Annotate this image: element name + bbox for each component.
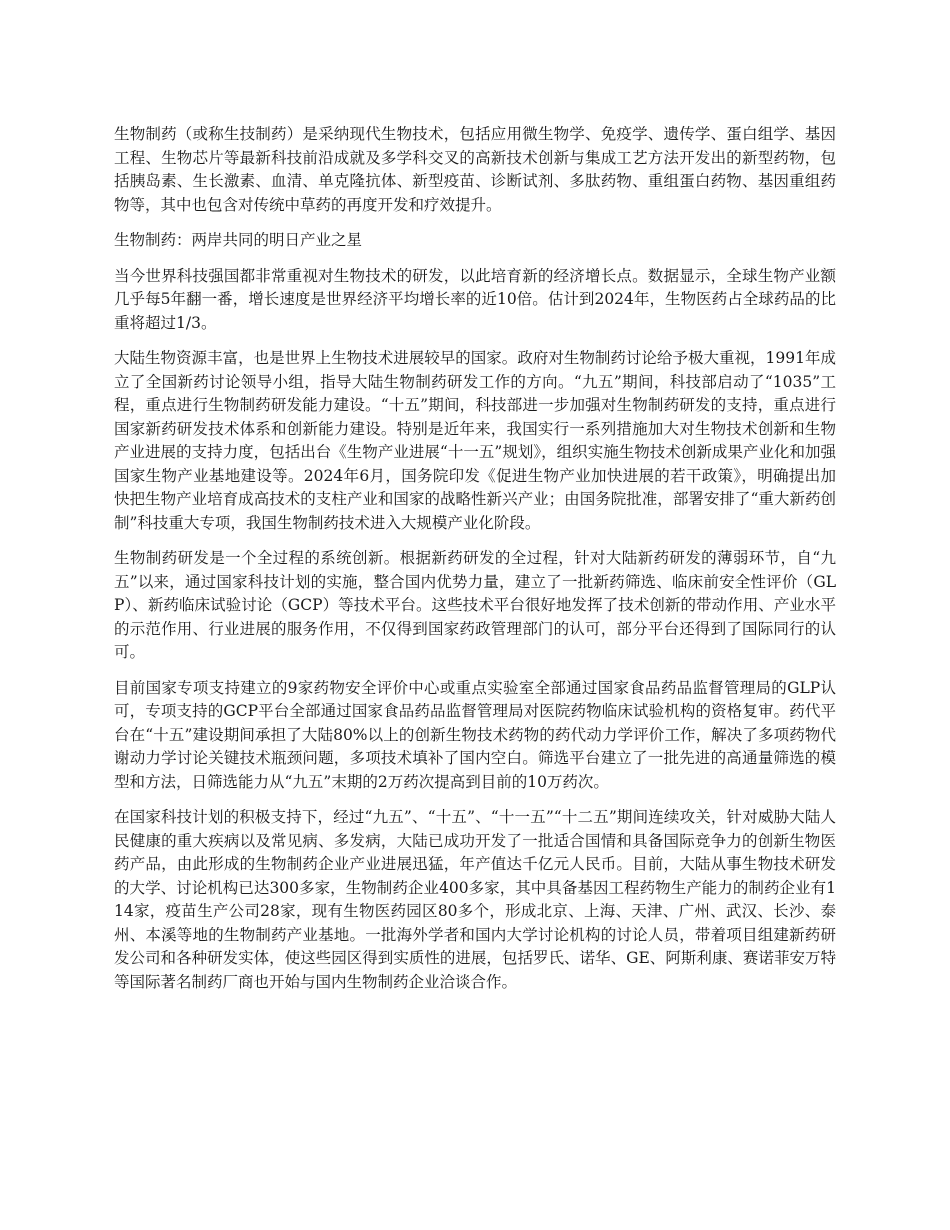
section-heading: 生物制药：两岸共同的明日产业之星 [114, 231, 363, 249]
paragraph-global-trend: 当今世界科技强国都非常重视对生物技术的研发，以此培育新的经济增长点。数据显示，全球生物产业额几乎每5年翻一番，增长速度是世界经济平均增长率的近10倍。估计到2024年，生物医药占全球药品的比重将超过1/3。 [114, 266, 836, 332]
paragraph-industry-status: 在国家科技计划的积极支持下，经过“九五”、“十五”、“十一五”“十二五”期间连续攻关，针对威胁大陆人民健康的重大疾病以及常见病、多发病，大陆已成功开发了一批适合国情和具备国际竞争力的创新生物医药产品，由此形成的生物制药企业产业进展迅猛，年产值达千亿元人民币。目前，大陆从事生物技术研发的大学、讨论机构已达300多家，生物制药企业400多家，其中具备基因工程药物生产能力的制药企业有114家，疫苗生产公司28家，现有生物医药园区80多个，形成北京、上海、天津、广州、武汉、长沙、泰州、本溪等地的生物制药产业基地。一批海外学者和国内大学讨论机构的讨论人员，带着项目组建新药研发公司和各种研发实体，使这些园区得到实质性的进展，包括罗氏、诺华、GE、阿斯利康、赛诺菲安万特等国际著名制药厂商也开始与国内生物制药企业洽谈合作。 [114, 808, 836, 991]
paragraph-evaluation-centers: 目前国家专项支持建立的9家药物安全评价中心或重点实验室全部通过国家食品药品监督管理局的GLP认可，专项支持的GCP平台全部通过国家食品药品监督管理局对医院药物临床试验机构的资格复审。药代平台在“十五”建设期间承担了大陆80%以上的创新生物技术药物的药代动力学评价工作，解决了多项药物代谢动力学讨论关键技术瓶颈问题，多项技术填补了国内空白。筛选平台建立了一批先进的高通量筛选的模型和方法，日筛选能力从“九五”末期的2万药次提高到目前的10万药次。 [114, 678, 836, 791]
paragraph-intro: 生物制药（或称生技制药）是采纳现代生物技术，包括应用微生物学、免疫学、遗传学、蛋白组学、基因工程、生物芯片等最新科技前沿成就及多学科交叉的高新技术创新与集成工艺方法开发出的新型药物，包括胰岛素、生长激素、血清、单克隆抗体、新型疫苗、诊断试剂、多肽药物、重组蛋白药物、基因重组药物等，其中也包含对传统中草药的再度开发和疗效提升。 [114, 125, 836, 214]
paragraph-policy-history: 大陆生物资源丰富，也是世界上生物技术进展较早的国家。政府对生物制药讨论给予极大重视，1991年成立了全国新药讨论领导小组，指导大陆生物制药研发工作的方向。“九五”期间，科技部启动了“1035”工程，重点进行生物制药研发能力建设。“十五”期间，科技部进一步加强对生物制药研发的支持，重点进行国家新药研发技术体系和创新能力建设。特别是近年来，我国实行一系列措施加大对生物技术创新和生物产业进展的支持力度，包括出台《生物产业进展“十一五”规划》，组织实施生物技术创新成果产业化和加强国家生物产业基地建设等。2024年6月，国务院印发《促进生物产业加快进展的若干政策》，明确提出加快把生物产业培育成高技术的支柱产业和国家的战略性新兴产业；由国务院批准，部署安排了“重大新药创制”科技重大专项，我国生物制药技术进入大规模产业化阶段。 [114, 349, 836, 532]
paragraph-platforms: 生物制药研发是一个全过程的系统创新。根据新药研发的全过程，针对大陆新药研发的薄弱环节，自“九五”以来，通过国家科技计划的实施，整合国内优势力量，建立了一批新药筛选、临床前安全性评价（GLP）、新药临床试验讨论（GCP）等技术平台。这些技术平台很好地发挥了技术创新的带动作用、产业水平的示范作用、行业进展的服务作用，不仅得到国家药政管理部门的认可，部分平台还得到了国际同行的认可。 [114, 549, 836, 661]
